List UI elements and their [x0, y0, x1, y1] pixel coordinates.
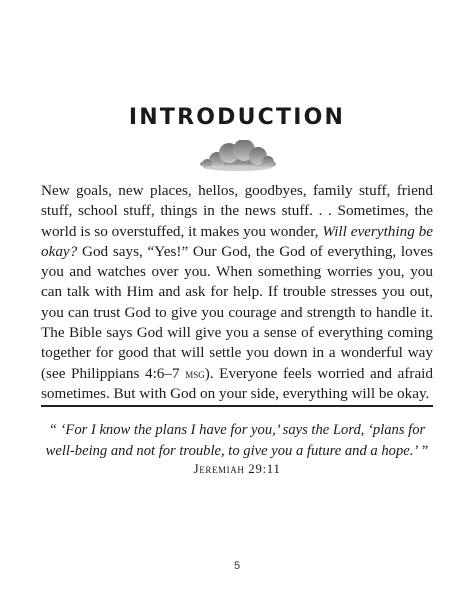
page-title: INTRODUCTION — [128, 105, 346, 130]
cloud-icon — [197, 140, 279, 174]
bible-version-abbrev: msg — [185, 365, 205, 381]
page-number: 5 — [233, 560, 241, 572]
body-text-segment: ). Everyone feels worried and afraid sometimes. But with God on your side, everything will be okay. — [41, 364, 433, 402]
body-text-emphasis: Will everything be okay? — [41, 222, 433, 260]
body-text-segment: New goals, new places, hellos, goodbyes, family stuff, friend stuff, school stuff, things in the news stuff. . . Sometimes, the world is so overstuffed, it makes you wonder, — [41, 182, 433, 240]
introduction-paragraph — [41, 181, 433, 404]
scripture-reference: Jeremiah 29:11 — [193, 461, 281, 476]
section-divider — [41, 405, 433, 407]
scripture-quote: “ ‘For I know the plans I have for you,’ says the Lord, ‘plans for well-being and not for trouble, to give you a future and a hope.’ ” — [45, 422, 429, 459]
body-text-segment: God says, “Yes!” Our God, the God of everything, loves you and watches over you. When something worries you, you can talk with Him and ask for help. If trouble stresses you out, you can trust God to give you courage and strength to handle it. The Bible says God will give you a sense of everything coming together for good that will settle you down in a wonderful way (see Philippians 4:6–7 — [41, 242, 433, 382]
